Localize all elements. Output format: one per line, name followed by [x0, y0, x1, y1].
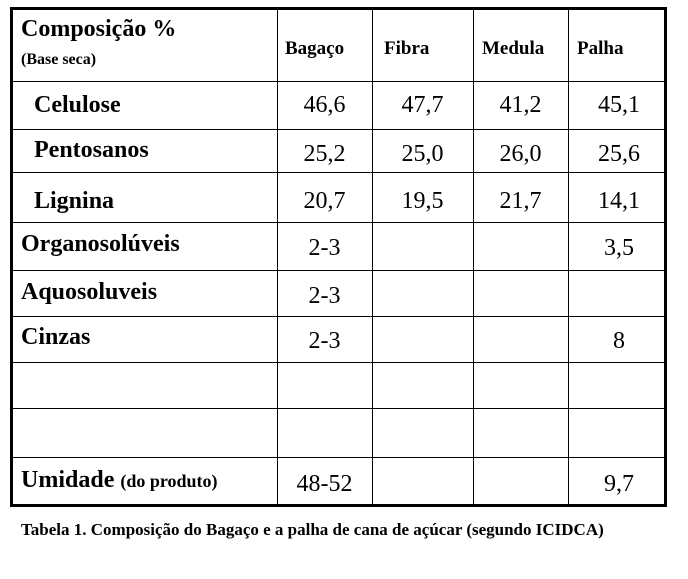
table-cell: 25,0: [401, 141, 444, 167]
row-divider: [13, 316, 664, 317]
table-cell: 45,1: [598, 92, 640, 118]
umidade-note: (do produto): [120, 471, 218, 491]
row-divider: [13, 172, 664, 173]
row-label-lignina: Lignina: [34, 188, 115, 214]
header-title: Composição %: [21, 16, 177, 42]
composition-table: [10, 7, 667, 507]
column-divider: [372, 10, 373, 504]
column-header-bagaco: Bagaço: [285, 38, 345, 59]
row-label-cinzas: Cinzas: [21, 324, 91, 350]
table-cell: 21,7: [499, 188, 542, 214]
table-cell: 14,1: [598, 188, 640, 214]
column-header-fibra: Fibra: [384, 38, 430, 59]
table-cell: 9,7: [604, 471, 634, 497]
row-divider: [13, 362, 664, 363]
table-cell: 3,5: [604, 235, 634, 261]
row-divider: [13, 129, 664, 130]
row-label-umidade: [21, 467, 218, 494]
table-cell: 25,2: [303, 141, 346, 167]
table-cell: 19,5: [401, 188, 444, 214]
row-divider: [13, 222, 664, 223]
row-label-aquosoluveis: Aquosoluveis: [21, 279, 158, 305]
table-cell: 2-3: [308, 235, 341, 261]
row-label-pentosanos: Pentosanos: [34, 137, 149, 163]
row-divider: [13, 81, 664, 82]
table-caption: Tabela 1. Composição do Bagaço e a palha de cana de açúcar (segundo ICIDCA): [21, 520, 604, 539]
column-header-palha: Palha: [577, 38, 624, 59]
table-cell: 46,6: [303, 92, 346, 118]
row-label-organosoluveis: Organosolúveis: [21, 231, 180, 257]
umidade-label: Umidade: [21, 467, 115, 493]
table-cell: 2-3: [308, 283, 341, 309]
table-cell: 20,7: [303, 188, 346, 214]
table-cell: 8: [613, 328, 625, 354]
row-divider: [13, 408, 664, 409]
row-divider: [13, 457, 664, 458]
table-cell: 25,6: [598, 141, 640, 167]
table-cell: 47,7: [401, 92, 444, 118]
column-divider: [473, 10, 474, 504]
header-subtitle: (Base seca): [21, 51, 97, 68]
table-cell: 41,2: [499, 92, 542, 118]
table-cell: 26,0: [499, 141, 542, 167]
row-divider: [13, 270, 664, 271]
column-header-medula: Medula: [482, 38, 545, 59]
row-label-celulose: Celulose: [34, 92, 121, 118]
table-cell: 2-3: [308, 328, 341, 354]
table-cell: 48-52: [296, 471, 353, 497]
